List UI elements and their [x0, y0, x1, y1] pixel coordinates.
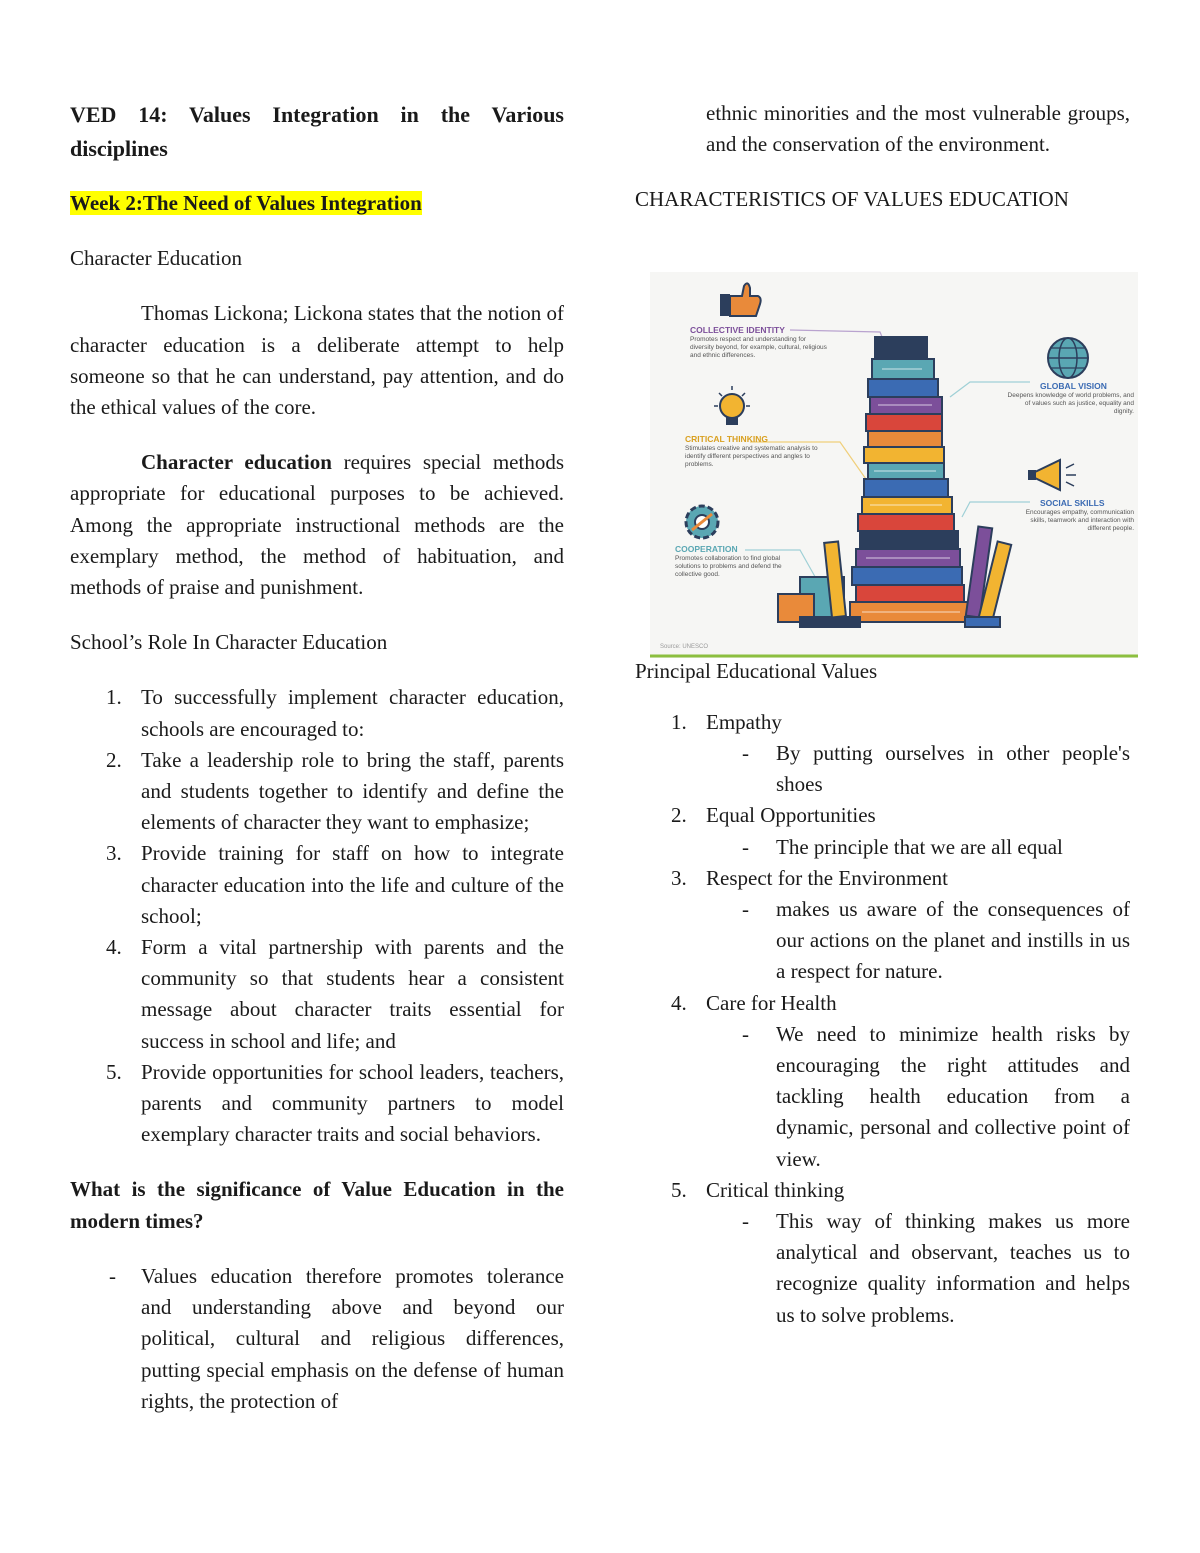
list-item — [70, 932, 564, 1057]
value-description-text: By putting ourselves in other people's shoes — [776, 741, 1130, 797]
methods-rest: requires special methods appropriate for educational purposes to be achieved. Among the appropriate instructional methods are the exemplary method, the method of habituation, and methods of praise and punishment. — [70, 450, 565, 600]
list-text: Provide opportunities for school leaders, teachers, parents and community partners to model exemplary character traits and social behaviors. — [141, 1059, 564, 1147]
week-highlight: Week 2:The Need of Values Integration — [70, 191, 422, 215]
list-item — [70, 838, 564, 932]
list-item — [635, 800, 1130, 862]
list-item — [70, 1261, 564, 1417]
list-number: 2. — [106, 747, 122, 772]
left-column — [70, 98, 564, 1417]
list-item — [70, 1057, 564, 1151]
dash-bullet: - — [109, 1263, 116, 1288]
list-text: Provide training for staff on how to integrate character education into the life and culture of the school; — [141, 841, 564, 928]
document-title: VED 14: Values Integration in the Various disciplines — [70, 102, 564, 161]
value-description — [706, 738, 1130, 800]
list-text: To successfully implement character education, schools are encouraged to: — [141, 685, 564, 741]
list-number: 4. — [671, 990, 687, 1015]
list-number: 1. — [106, 685, 122, 710]
lightbulb-icon — [714, 386, 750, 425]
list-number: 1. — [671, 709, 687, 734]
list-number: 2. — [671, 803, 687, 828]
source-caption: Source: UNESCO — [660, 644, 709, 650]
answer-list — [70, 1261, 564, 1417]
value-description-text: makes us aware of the consequences of our actions on the planet and instills in us a respect for nature. — [776, 897, 1130, 984]
value-label: Equal Opportunities — [706, 803, 876, 828]
list-number: 3. — [671, 865, 687, 890]
lickona-paragraph: Thomas Lickona; Lickona states that the notion of character education is a deliberate attempt to help someone so that he can understand, pay attention, and do the ethical values of the core. — [70, 301, 564, 420]
list-item — [635, 1175, 1130, 1331]
globe-icon — [1048, 338, 1088, 378]
list-item — [635, 707, 1130, 801]
list-text: Form a vital partnership with parents and the community so that students hear a consistent message about character traits essential for success in school and life; and — [141, 935, 564, 1053]
value-description — [706, 894, 1130, 988]
values-education-infographic — [650, 272, 1138, 658]
social-skills-desc: Encourages empathy, communication skills, teamwork and interaction with different people. — [1025, 509, 1134, 532]
critical-thinking-desc: Stimulates creative and systematic analysis to identify different perspectives and angles to problems. — [685, 445, 818, 468]
list-item — [70, 682, 564, 744]
megaphone-icon — [1028, 460, 1076, 490]
value-description-text: This way of thinking makes us more analytical and observant, teaches us to recognize quality information and helps us to solve problems. — [776, 1209, 1130, 1327]
list-number: 4. — [106, 935, 122, 960]
value-label: Empathy — [706, 709, 782, 734]
list-item — [70, 745, 564, 839]
school-role-list — [70, 682, 564, 1150]
list-number: 5. — [671, 1177, 687, 1202]
dash-bullet: - — [742, 1209, 749, 1234]
dash-bullet: - — [742, 1021, 749, 1046]
dash-bullet: - — [742, 834, 749, 859]
list-text: Take a leadership role to bring the staff, parents and students together to identify and define the elements of character they want to emphasize; — [141, 747, 564, 835]
methods-paragraph — [70, 447, 564, 603]
value-description — [706, 1206, 1130, 1331]
social-skills-label: SOCIAL SKILLS — [1040, 498, 1105, 508]
value-label: Care for Health — [706, 990, 837, 1015]
list-item — [635, 988, 1130, 1175]
value-label: Respect for the Environment — [706, 865, 949, 890]
value-description-text: The principle that we are all equal — [776, 834, 1063, 859]
global-vision-desc: Deepens knowledge of world problems, and of values such as justice, equality and dignity. — [1007, 392, 1134, 415]
school-role-heading: School’s Role In Character Education — [70, 630, 388, 655]
value-description — [706, 1019, 1130, 1175]
significance-question: What is the significance of Value Education in the modern times? — [70, 1177, 564, 1233]
principal-values-list — [635, 707, 1130, 1331]
dash-bullet: - — [742, 741, 749, 766]
cooperation-label: COOPERATION — [675, 544, 738, 554]
value-description — [706, 832, 1130, 863]
global-vision-label: GLOBAL VISION — [1040, 381, 1107, 391]
answer-text: Values education therefore promotes tolerance and understanding above and beyond our political, cultural and religious differences, putting special emphasis on the defense of human rights, the protection of — [141, 1263, 564, 1413]
list-item — [635, 863, 1130, 988]
list-number: 3. — [106, 841, 122, 866]
value-label: Critical thinking — [706, 1177, 845, 1202]
week-heading — [70, 188, 564, 219]
list-number: 5. — [106, 1059, 122, 1084]
methods-bold: Character education — [141, 450, 332, 475]
principal-values-heading: Principal Educational Values — [635, 658, 878, 683]
collective-identity-desc: Promotes respect and understanding for diversity beyond, for example, cultural, religious and ethnic differences. — [690, 336, 827, 359]
thumbs-up-icon — [720, 283, 761, 316]
collective-identity-label: COLLECTIVE IDENTITY — [690, 325, 785, 335]
dash-bullet: - — [742, 897, 749, 922]
character-education-heading: Character Education — [70, 246, 242, 271]
characteristics-heading: CHARACTERISTICS OF VALUES EDUCATION — [635, 187, 1069, 212]
answer-continuation: ethnic minorities and the most vulnerable groups, and the conservation of the environment. — [706, 101, 1130, 157]
gear-icon — [686, 506, 718, 538]
cooperation-desc: Promotes collaboration to find global solutions to problems and defend the collective good. — [675, 555, 782, 578]
critical-thinking-label: CRITICAL THINKING — [685, 434, 768, 444]
value-description-text: We need to minimize health risks by encouraging the right attitudes and tackling health education from a dynamic, personal and collective point of view. — [776, 1021, 1130, 1171]
